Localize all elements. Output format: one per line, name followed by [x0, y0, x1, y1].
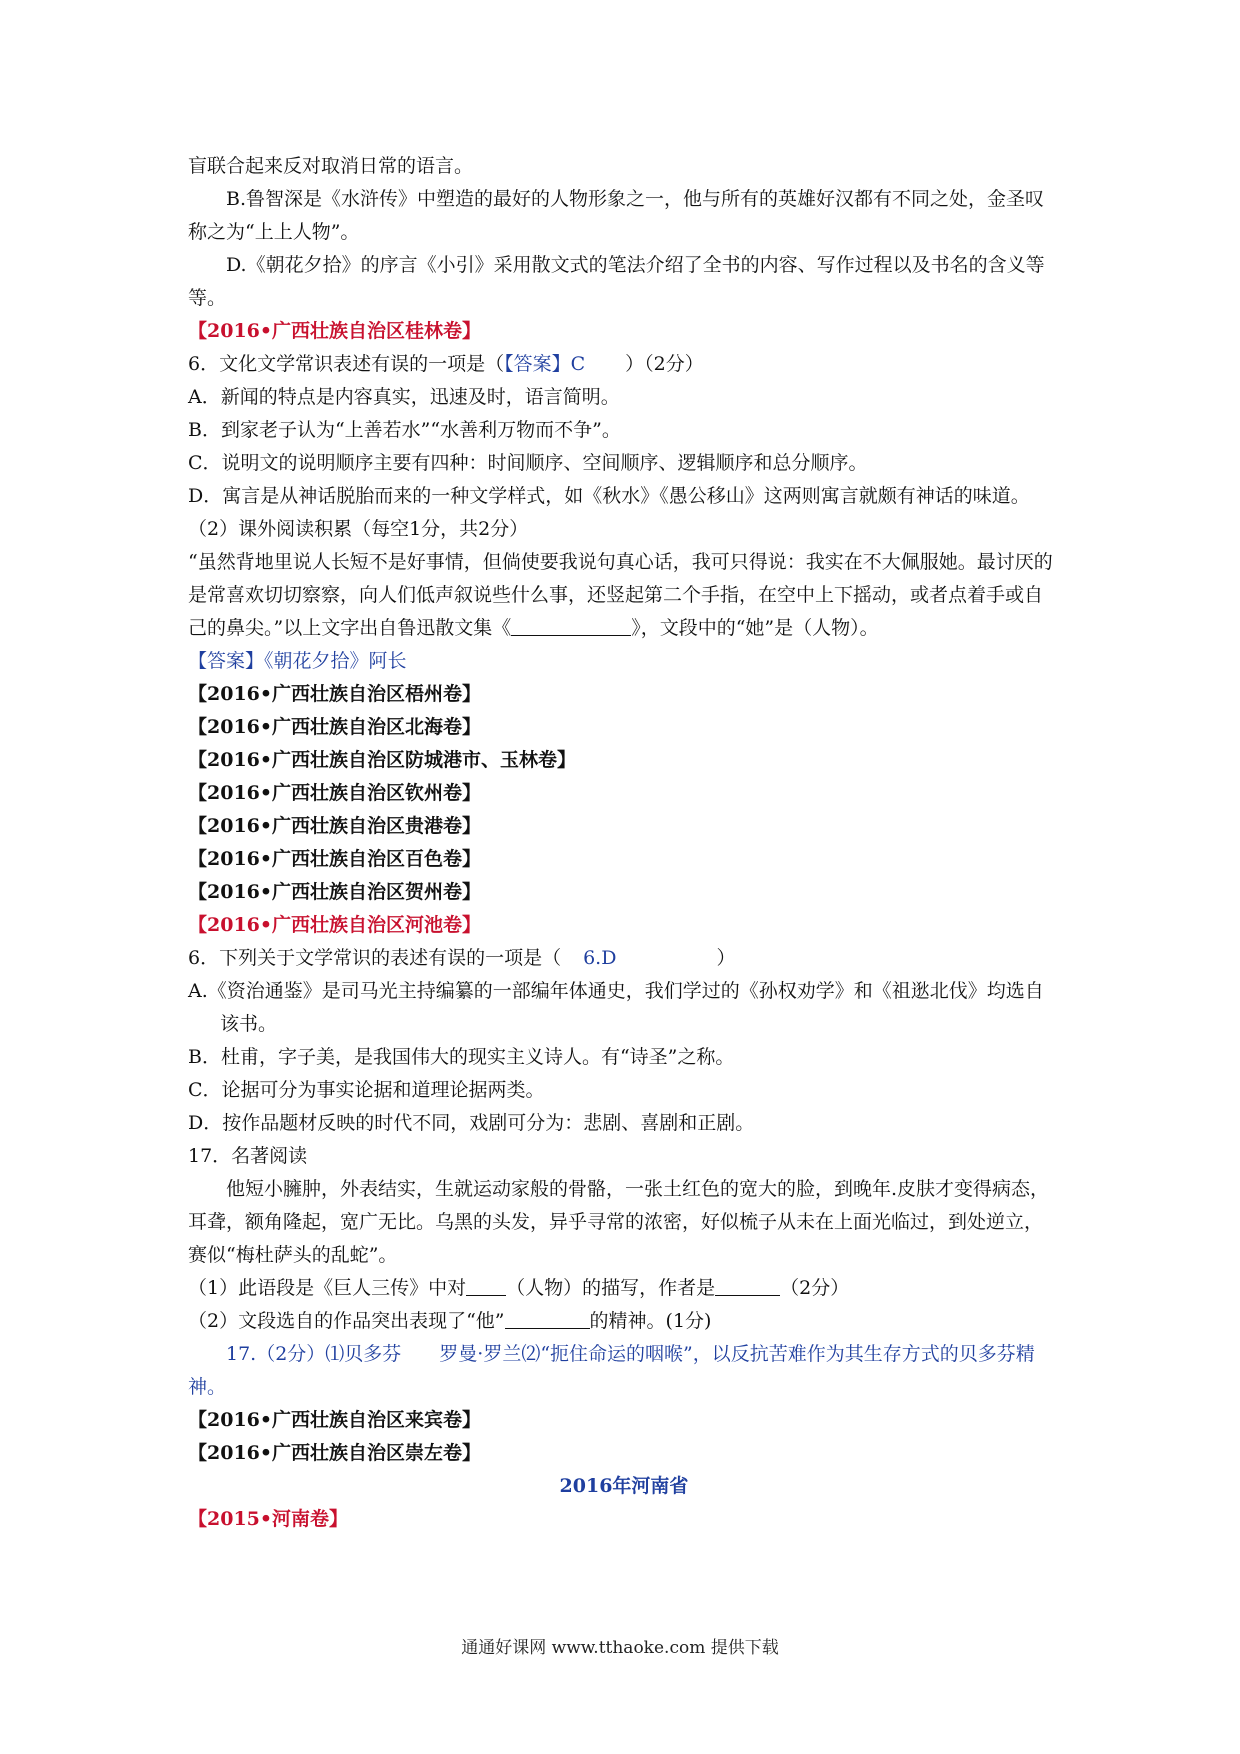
passage-text: 》，文段中的“她”是（人物）。 — [631, 617, 879, 639]
exam-heading: 【2016•广西壮族自治区崇左卷】 — [188, 1442, 482, 1464]
option-c: C．说明文的说明顺序主要有四种：时间顺序、空间顺序、逻辑顺序和总分顺序。 — [188, 452, 868, 474]
question-text: ） — [716, 947, 736, 969]
exam-heading: 【2015•河南卷】 — [188, 1508, 349, 1530]
question-text: （2分） — [780, 1277, 850, 1299]
exam-heading: 【2016•广西壮族自治区百色卷】 — [188, 848, 482, 870]
option-a: A.《资治通鉴》是司马光主持编纂的一部编年体通史，我们学过的《孙权劝学》和《祖逖北伐》均选自该书。 — [188, 980, 1044, 1035]
answer-text: 17.（2分）⑴贝多芬 罗曼·罗兰⑵“扼住命运的咽喉”，以反抗苦难作为其生存方式的贝多芬精神。 — [188, 1343, 1035, 1398]
option-d: D．按作品题材反映的时代不同，戏剧可分为：悲剧、喜剧和正剧。 — [188, 1112, 755, 1134]
passage-text: “虽然背地里说人长短不是好事情，但倘使要我说句真心话，我可只得说：我实在不大佩服她。最讨厌的是常喜欢切切察察，向人们低声叙说些什么事，还竖起第二个手指，在空中上下摇动，或者点着手或自己的鼻尖。”以上文字出自鲁迅散文集《 — [188, 551, 1053, 639]
subquestion-1 — [188, 1272, 1060, 1305]
reading-passage: 他短小臃肿，外表结实，生就运动家般的骨骼，一张土红色的宽大的脸，到晚年.皮肤才变得病态，耳聋，额角隆起，宽广无比。乌黑的头发，异乎寻常的浓密，好似梳子从未在上面光临过，到处逆立，赛似“梅杜萨头的乱蛇”。 — [188, 1178, 1050, 1266]
question-text: 6．下列关于文学常识的表述有误的一项是（ — [188, 947, 562, 969]
option-c: C．论据可分为事实论据和道理论据两类。 — [188, 1079, 545, 1101]
question-6-hechi — [188, 942, 1060, 975]
exam-heading: 【2016•广西壮族自治区贺州卷】 — [188, 881, 482, 903]
answer-blank — [466, 1273, 506, 1296]
exam-heading: 【2016•广西壮族自治区梧州卷】 — [188, 683, 482, 705]
text-line: D.《朝花夕拾》的序言《小引》采用散文式的笔法介绍了全书的内容、写作过程以及书名的含义等等。 — [188, 254, 1045, 309]
answer-text: 6.D — [583, 947, 617, 969]
question-text: （人物）的描写，作者是 — [506, 1277, 716, 1299]
question-6-guilin — [188, 348, 1060, 381]
option-d: D．寓言是从神话脱胎而来的一种文学样式，如《秋水》《愚公移山》这两则寓言就颇有神话的味道。 — [188, 485, 1030, 507]
exam-heading: 【2016•广西壮族自治区来宾卷】 — [188, 1409, 482, 1431]
exam-heading: 【2016•广西壮族自治区河池卷】 — [188, 914, 482, 936]
exam-heading: 【2016•广西壮族自治区桂林卷】 — [188, 320, 482, 342]
question-text: （2）文段选自的作品突出表现了“他” — [188, 1310, 505, 1332]
question-text: ）（2分） — [625, 353, 704, 375]
exam-heading: 【2016•广西壮族自治区防城港市、玉林卷】 — [188, 749, 577, 771]
text-line: B.鲁智深是《水浒传》中塑造的最好的人物形象之一，他与所有的英雄好汉都有不同之处，金圣叹称之为“上上人物”。 — [188, 188, 1045, 243]
option-b: B．杜甫，字子美，是我国伟大的现实主义诗人。有“诗圣”之称。 — [188, 1046, 735, 1068]
answer-blank — [505, 1306, 590, 1329]
subquestion-title: （2）课外阅读积累（每空1分，共2分） — [188, 518, 529, 540]
text-line: 盲联合起来反对取消日常的语言。 — [188, 155, 474, 177]
question-17-title: 17．名著阅读 — [188, 1145, 308, 1167]
answer-text: 【答案】《朝花夕拾》阿长 — [188, 650, 407, 672]
page-footer: 通通好课网 www.tthaoke.com 提供下载 — [461, 1638, 779, 1658]
answer-blank — [715, 1273, 780, 1296]
subquestion-2 — [188, 1305, 1060, 1338]
section-title: 2016年河南省 — [559, 1475, 689, 1497]
question-text: 的精神。(1分) — [589, 1310, 712, 1332]
exam-heading: 【2016•广西壮族自治区北海卷】 — [188, 716, 482, 738]
exam-heading: 【2016•广西壮族自治区钦州卷】 — [188, 782, 482, 804]
question-text: 6．文化文学常识表述有误的一项是（ — [188, 353, 505, 375]
question-text: （1）此语段是《巨人三传》中对 — [188, 1277, 467, 1299]
option-a: A．新闻的特点是内容真实，迅速及时，语言简明。 — [188, 386, 620, 408]
option-b: B．到家老子认为“上善若水”“水善利万物而不争”。 — [188, 419, 621, 441]
answer-text: 【答案】C — [504, 353, 586, 375]
exam-heading: 【2016•广西壮族自治区贵港卷】 — [188, 815, 482, 837]
document-body — [188, 150, 1060, 1536]
reading-passage — [188, 546, 1060, 645]
answer-blank — [511, 613, 631, 636]
